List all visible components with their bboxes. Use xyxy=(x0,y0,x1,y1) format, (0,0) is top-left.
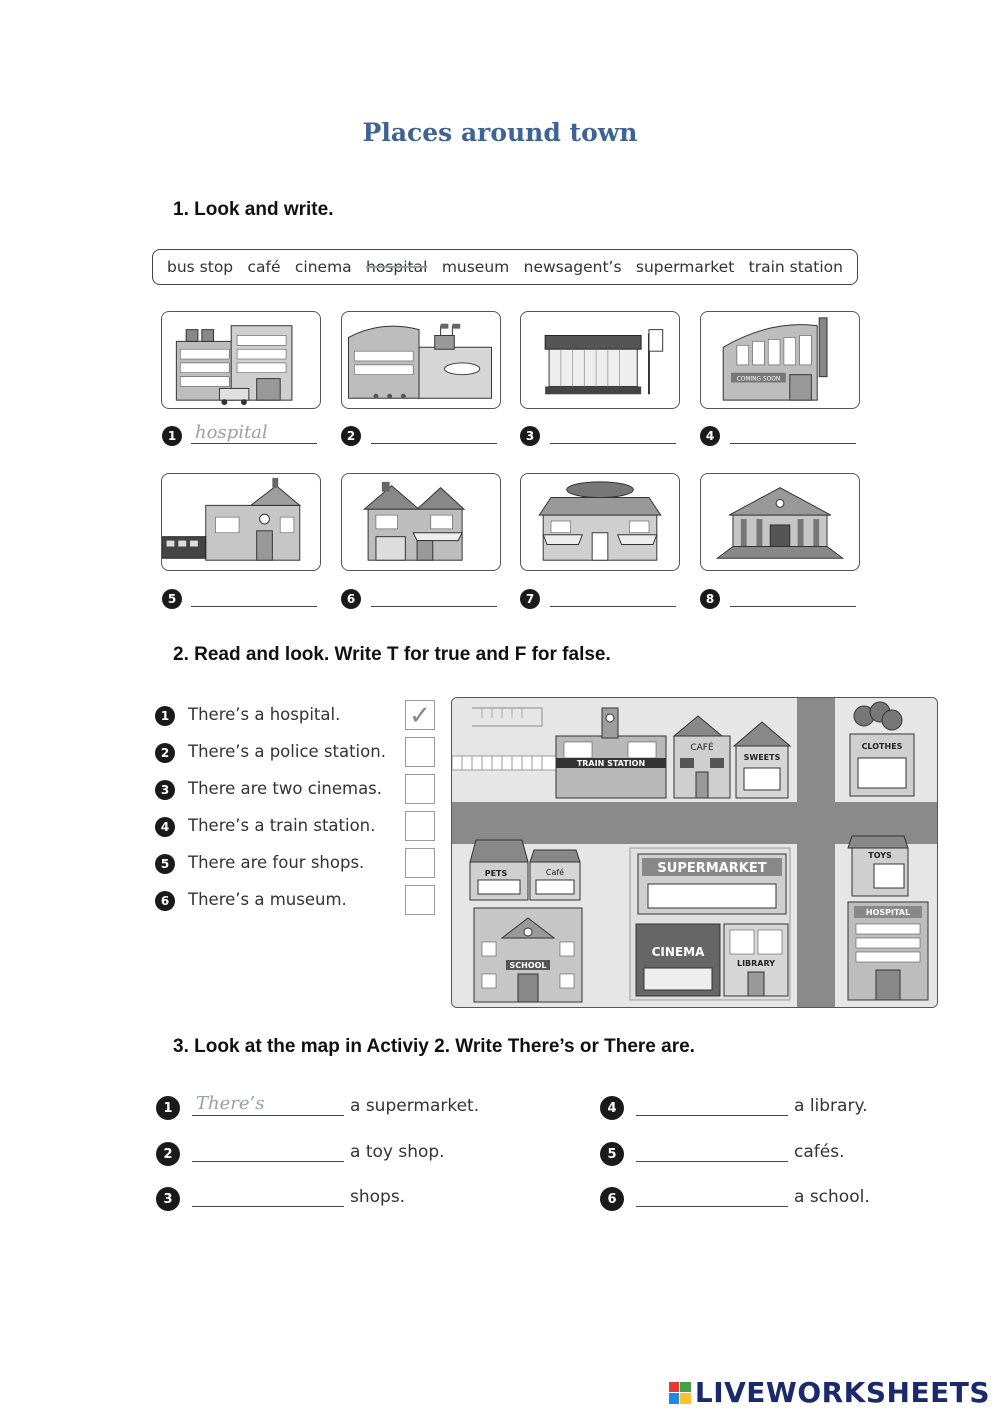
cafe-picture xyxy=(520,473,680,571)
map-label: SUPERMARKET xyxy=(657,861,767,876)
map-label: TOYS xyxy=(868,851,892,860)
map-label: CAFÉ xyxy=(690,743,714,753)
museum-picture xyxy=(700,473,860,571)
answer-field-6[interactable] xyxy=(371,585,497,607)
supermarket-picture xyxy=(341,311,501,409)
statement-text: There’s a hospital. xyxy=(188,705,341,724)
item-number: 3 xyxy=(156,1187,180,1211)
map-label: CLOTHES xyxy=(861,742,903,751)
fill-text: shops. xyxy=(350,1187,406,1207)
fill-field-3[interactable] xyxy=(192,1183,344,1207)
item-number: 8 xyxy=(700,589,720,609)
statement-number: 6 xyxy=(155,891,175,911)
statement-text: There’s a police station. xyxy=(188,742,386,761)
section2-heading: 2. Read and look. Write T for true and F for false. xyxy=(173,644,611,665)
answer-field-5[interactable] xyxy=(191,585,317,607)
fill-text: a school. xyxy=(794,1187,870,1207)
answer-field-7[interactable] xyxy=(550,585,676,607)
fill-text: a toy shop. xyxy=(350,1142,445,1162)
item-number: 2 xyxy=(156,1142,180,1166)
word-bank xyxy=(152,249,858,285)
answer-field-3[interactable] xyxy=(550,422,676,444)
word-bank-item: train station xyxy=(748,258,843,276)
answer-box-3[interactable] xyxy=(405,774,435,804)
newsagents-picture xyxy=(341,473,501,571)
map-label: CINEMA xyxy=(651,945,705,959)
word-bank-item: bus stop xyxy=(167,258,234,276)
page-title: Places around town xyxy=(362,118,638,147)
answer-box-1[interactable]: ✓ xyxy=(405,700,435,730)
answer-box-5[interactable] xyxy=(405,848,435,878)
map-label: TRAIN STATION xyxy=(576,759,646,768)
logo-square xyxy=(669,1382,680,1393)
item-number: 5 xyxy=(162,589,182,609)
fill-text: a library. xyxy=(794,1096,868,1116)
statement-text: There’s a museum. xyxy=(188,890,347,909)
fill-text: a supermarket. xyxy=(350,1096,480,1116)
fill-field-5[interactable] xyxy=(636,1138,788,1162)
answer-box-4[interactable] xyxy=(405,811,435,841)
section1-heading: 1. Look and write. xyxy=(173,199,334,220)
statement-number: 3 xyxy=(155,780,175,800)
word-bank-item: cinema xyxy=(294,258,352,276)
item-number: 4 xyxy=(600,1096,624,1120)
road-vertical xyxy=(797,698,835,1008)
town-map xyxy=(451,697,938,1008)
word-bank-item: newsagent’s xyxy=(523,258,622,276)
answer-box-6[interactable] xyxy=(405,885,435,915)
answer-field-4[interactable] xyxy=(730,422,856,444)
logo-square xyxy=(680,1382,691,1393)
item-number: 6 xyxy=(341,589,361,609)
item-number: 1 xyxy=(156,1096,180,1120)
item-number: 7 xyxy=(520,589,540,609)
train-station-picture xyxy=(161,473,321,571)
cinema-sign-text: COMING SOON xyxy=(736,376,781,383)
word-bank-item-struck: hospital xyxy=(366,258,428,276)
statement-text: There are four shops. xyxy=(188,853,365,872)
map-label: SCHOOL xyxy=(509,961,547,970)
item-number: 4 xyxy=(700,426,720,446)
section3-heading: 3. Look at the map in Activiy 2. Write There’s or There are. xyxy=(173,1036,695,1057)
statement-text: There’s a train station. xyxy=(188,816,376,835)
fill-field-1[interactable] xyxy=(192,1092,344,1116)
answer-box-2[interactable] xyxy=(405,737,435,767)
cinema-picture xyxy=(700,311,860,409)
bus-stop-picture xyxy=(520,311,680,409)
item-number: 5 xyxy=(600,1142,624,1166)
map-label: PETS xyxy=(484,869,508,878)
map-label: LIBRARY xyxy=(736,959,776,968)
statement-number: 1 xyxy=(155,706,175,726)
word-bank-item: supermarket xyxy=(635,258,735,276)
fill-field-6[interactable] xyxy=(636,1183,788,1207)
hospital-picture xyxy=(161,311,321,409)
item-number: 6 xyxy=(600,1187,624,1211)
item-number: 1 xyxy=(162,426,182,446)
word-bank-item: museum xyxy=(441,258,510,276)
fill-field-2[interactable] xyxy=(192,1138,344,1162)
statement-number: 4 xyxy=(155,817,175,837)
word-bank-item: café xyxy=(247,258,281,276)
fill-text: cafés. xyxy=(794,1142,845,1162)
logo-square xyxy=(680,1393,691,1404)
answer-field-2[interactable] xyxy=(371,422,497,444)
answer-field-8[interactable] xyxy=(730,585,856,607)
logo-mark-icon xyxy=(669,1382,691,1404)
item-number: 3 xyxy=(520,426,540,446)
logo-text: LIVEWORKSHEETS xyxy=(694,1376,990,1409)
liveworksheets-logo[interactable] xyxy=(669,1376,990,1409)
logo-square xyxy=(669,1393,680,1404)
answer-field-1[interactable] xyxy=(191,422,317,444)
statement-number: 2 xyxy=(155,743,175,763)
fill-field-4[interactable] xyxy=(636,1092,788,1116)
statement-text: There are two cinemas. xyxy=(188,779,383,798)
map-label: Café xyxy=(545,868,565,877)
item-number: 2 xyxy=(341,426,361,446)
map-label: HOSPITAL xyxy=(865,908,911,917)
statement-number: 5 xyxy=(155,854,175,874)
map-label: SWEETS xyxy=(743,753,781,762)
